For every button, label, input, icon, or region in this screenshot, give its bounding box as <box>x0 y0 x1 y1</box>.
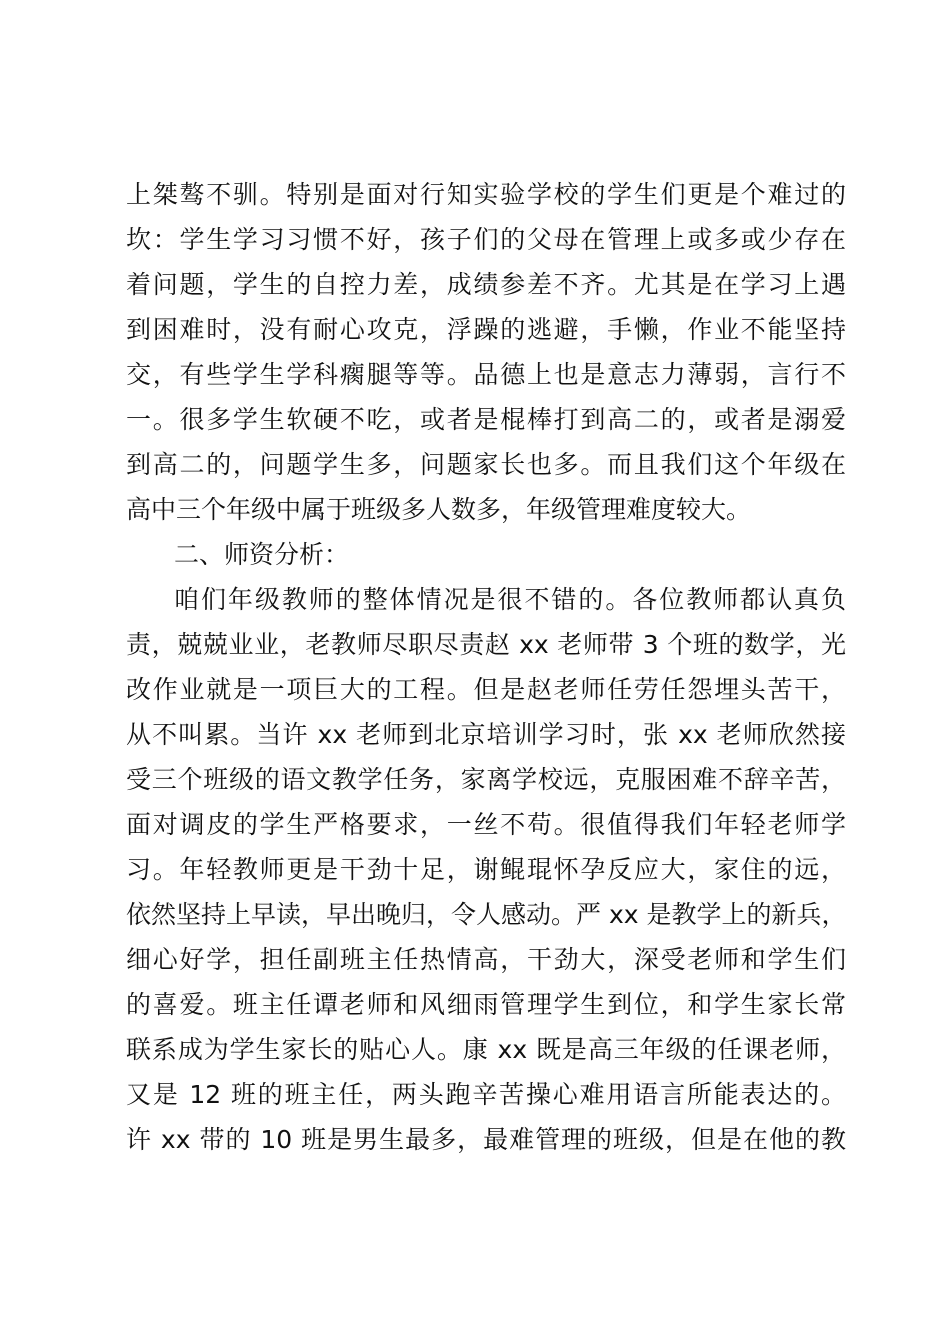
document-body <box>126 172 846 1162</box>
text-line: 细心好学，担任副班主任热情高，干劲大，深受老师和学生们 <box>126 945 846 974</box>
text-line: 上桀骜不驯。特别是面对行知实验学校的学生们更是个难过的 <box>126 180 846 209</box>
text-line: 责，兢兢业业，老教师尽职尽责赵 xx 老师带 3 个班的数学，光 <box>126 630 846 659</box>
text-line: 受三个班级的语文教学任务，家离学校远，克服困难不辞辛苦， <box>126 765 846 794</box>
text-line: 着问题，学生的自控力差，成绩参差不齐。尤其是在学习上遇 <box>126 270 846 299</box>
text-line: 的喜爱。班主任谭老师和风细雨管理学生到位，和学生家长常 <box>126 990 846 1019</box>
section-heading: 二、师资分析： <box>174 540 350 569</box>
text-line: 高中三个年级中属于班级多人数多，年级管理难度较大。 <box>126 495 752 524</box>
text-line: 改作业就是一项巨大的工程。但是赵老师任劳任怨埋头苦干， <box>126 675 846 704</box>
text-line: 咱们年级教师的整体情况是很不错的。各位教师都认真负 <box>174 585 846 614</box>
text-line: 许 xx 带的 10 班是男生最多，最难管理的班级，但是在他的教 <box>126 1125 846 1154</box>
text-line: 一。很多学生软硬不吃，或者是棍棒打到高二的，或者是溺爱 <box>126 405 846 434</box>
text-line: 面对调皮的学生严格要求，一丝不苟。很值得我们年轻老师学 <box>126 810 846 839</box>
text-line: 到高二的，问题学生多，问题家长也多。而且我们这个年级在 <box>126 450 846 479</box>
text-line: 从不叫累。当许 xx 老师到北京培训学习时，张 xx 老师欣然接 <box>126 720 846 749</box>
text-line: 到困难时，没有耐心攻克，浮躁的逃避，手懒，作业不能坚持 <box>126 315 846 344</box>
paragraph-1 <box>126 172 846 532</box>
text-line: 依然坚持上早读，早出晚归，令人感动。严 xx 是教学上的新兵， <box>126 900 847 929</box>
text-line: 习。年轻教师更是干劲十足，谢鲲琨怀孕反应大，家住的远， <box>126 855 846 884</box>
text-line: 联系成为学生家长的贴心人。康 xx 既是高三年级的任课老师， <box>126 1035 846 1064</box>
text-line: 又是 12 班的班主任，两头跑辛苦操心难用语言所能表达的。 <box>126 1080 846 1109</box>
paragraph-2 <box>126 577 846 1162</box>
text-line: 交，有些学生学科瘸腿等等。品德上也是意志力薄弱，言行不 <box>126 360 846 389</box>
text-line: 坎：学生学习习惯不好，孩子们的父母在管理上或多或少存在 <box>126 225 846 254</box>
